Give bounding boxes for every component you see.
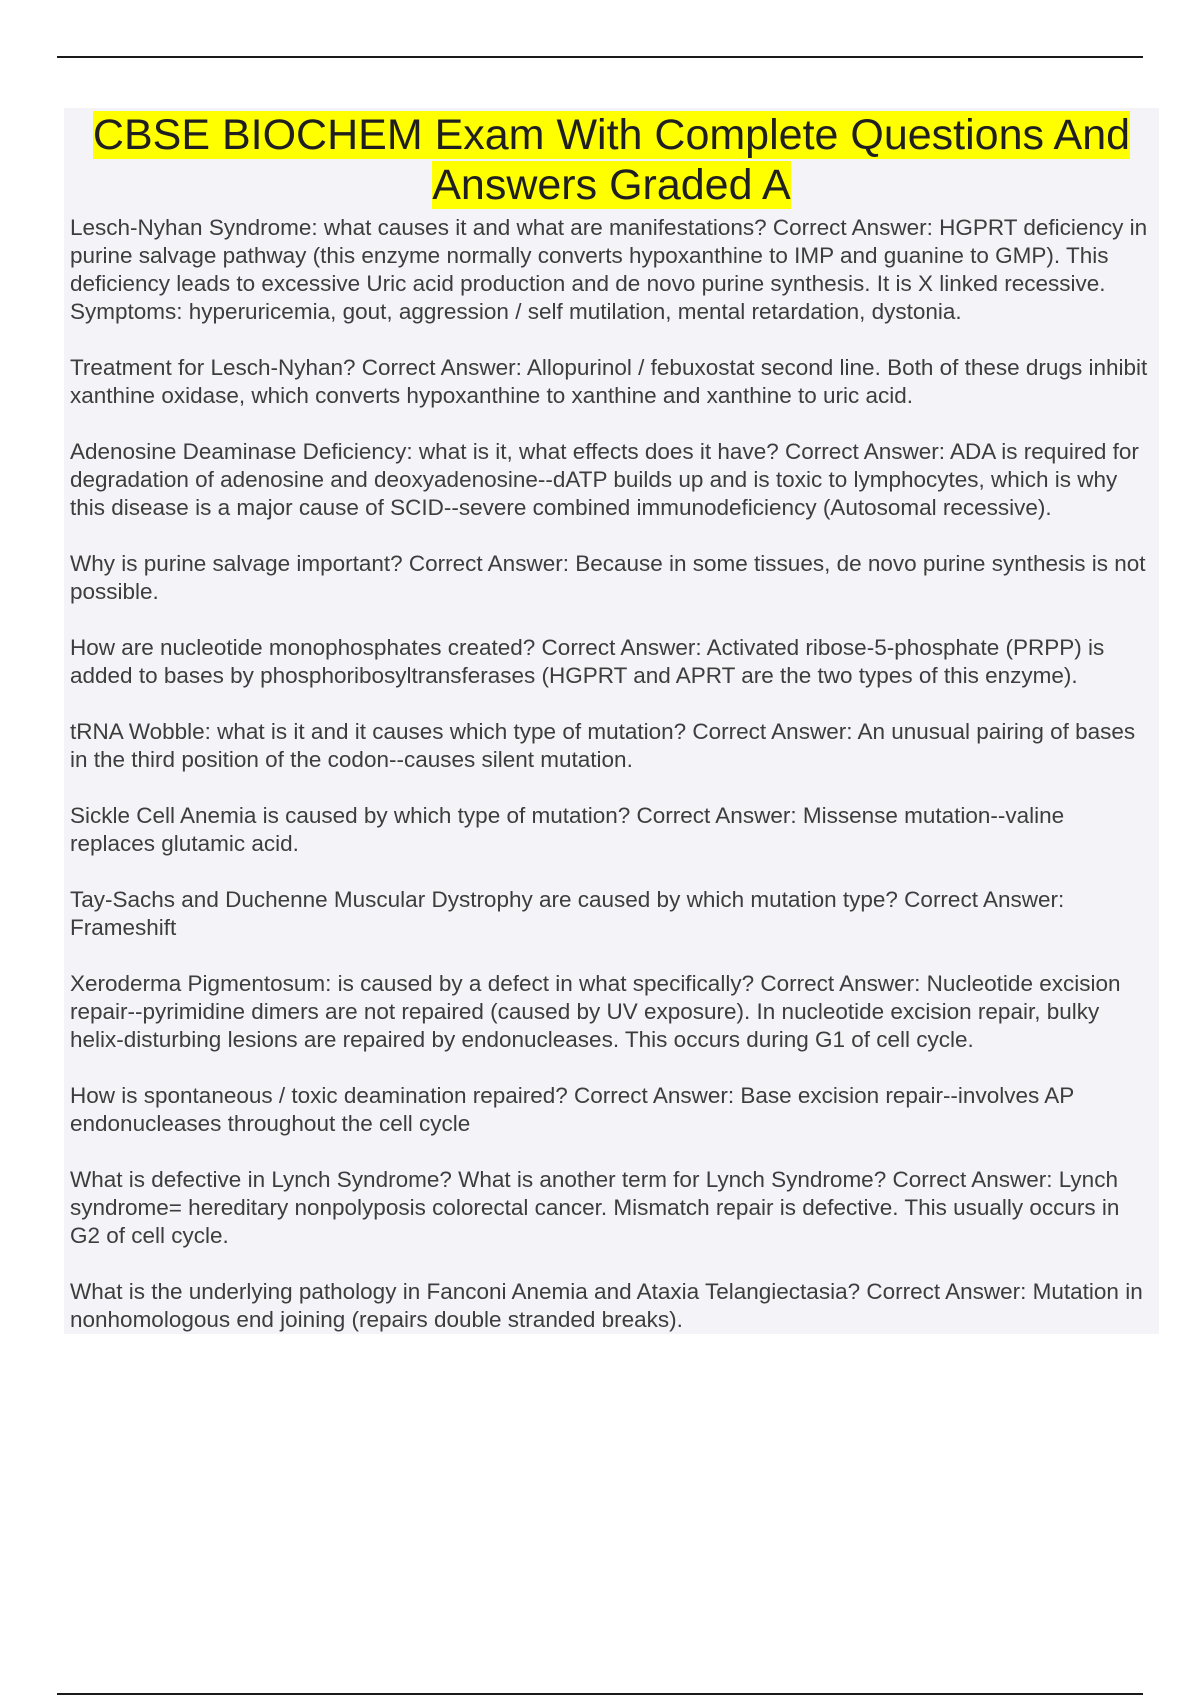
document-body: [64, 108, 1159, 1334]
qa-item: Tay-Sachs and Duchenne Muscular Dystrophy are caused by which mutation type? Correct Answer: Frameshift: [70, 887, 1065, 940]
qa-item: How is spontaneous / toxic deamination repaired? Correct Answer: Base excision repair--involves AP endonucleases throughout the cell cycle: [70, 1083, 1074, 1136]
title-line-1: CBSE BIOCHEM Exam With Complete Questions And: [92, 111, 1131, 159]
qa-item: Adenosine Deaminase Deficiency: what is it, what effects does it have? Correct Answer: ADA is required for degradation of adenosine and deoxyadenosine--dATP builds up and is toxic to lymphocytes, which is why this disease is a major cause of SCID--severe combined immunodeficiency (Autosomal recessive).: [70, 439, 1139, 520]
qa-item: tRNA Wobble: what is it and it causes which type of mutation? Correct Answer: An unusual pairing of bases in the third position of the codon--causes silent mutation.: [70, 719, 1136, 772]
qa-item: Xeroderma Pigmentosum: is caused by a defect in what specifically? Correct Answer: Nucleotide excision repair--pyrimidine dimers are not repaired (caused by UV exposure). In nucleotide excision repair, bulky helix-disturbing lesions are repaired by endonucleases. This occurs during G1 of cell cycle.: [70, 971, 1121, 1052]
qa-item: Why is purine salvage important? Correct Answer: Because in some tissues, de novo purine synthesis is not possible.: [70, 551, 1146, 604]
bottom-divider: [57, 1693, 1143, 1695]
qa-item: Lesch-Nyhan Syndrome: what causes it and what are manifestations? Correct Answer: HGPRT deficiency in purine salvage pathway (this enzyme normally converts hypoxanthine to IMP and guanine to GMP). This deficiency leads to excessive Uric acid production and de novo purine synthesis. It is X linked recessive. Symptoms: hyperuricemia, gout, aggression / self mutilation, mental retardation, dystonia.: [70, 215, 1148, 324]
document-title: [64, 108, 1159, 214]
qa-item: What is defective in Lynch Syndrome? What is another term for Lynch Syndrome? Correct Answer: Lynch syndrome= hereditary nonpolyposis colorectal cancer. Mismatch repair is defective. This usually occurs in G2 of cell cycle.: [70, 1167, 1120, 1248]
title-line-2: Answers Graded A: [432, 161, 791, 209]
qa-item: How are nucleotide monophosphates created? Correct Answer: Activated ribose-5-phosphate (PRPP) is added to bases by phosphoribosyltransferases (HGPRT and APRT are the two types of this enzyme).: [70, 635, 1105, 688]
top-divider: [57, 56, 1143, 58]
qa-item: Sickle Cell Anemia is caused by which type of mutation? Correct Answer: Missense mutation--valine replaces glutamic acid.: [70, 803, 1065, 856]
qa-list: [64, 214, 1159, 1334]
qa-item: What is the underlying pathology in Fanconi Anemia and Ataxia Telangiectasia? Correct Answer: Mutation in nonhomologous end joining (repairs double stranded breaks).: [70, 1279, 1143, 1332]
qa-item: Treatment for Lesch-Nyhan? Correct Answer: Allopurinol / febuxostat second line. Both of these drugs inhibit xanthine oxidase, which converts hypoxanthine to xanthine and xanthine to uric acid.: [70, 355, 1148, 408]
